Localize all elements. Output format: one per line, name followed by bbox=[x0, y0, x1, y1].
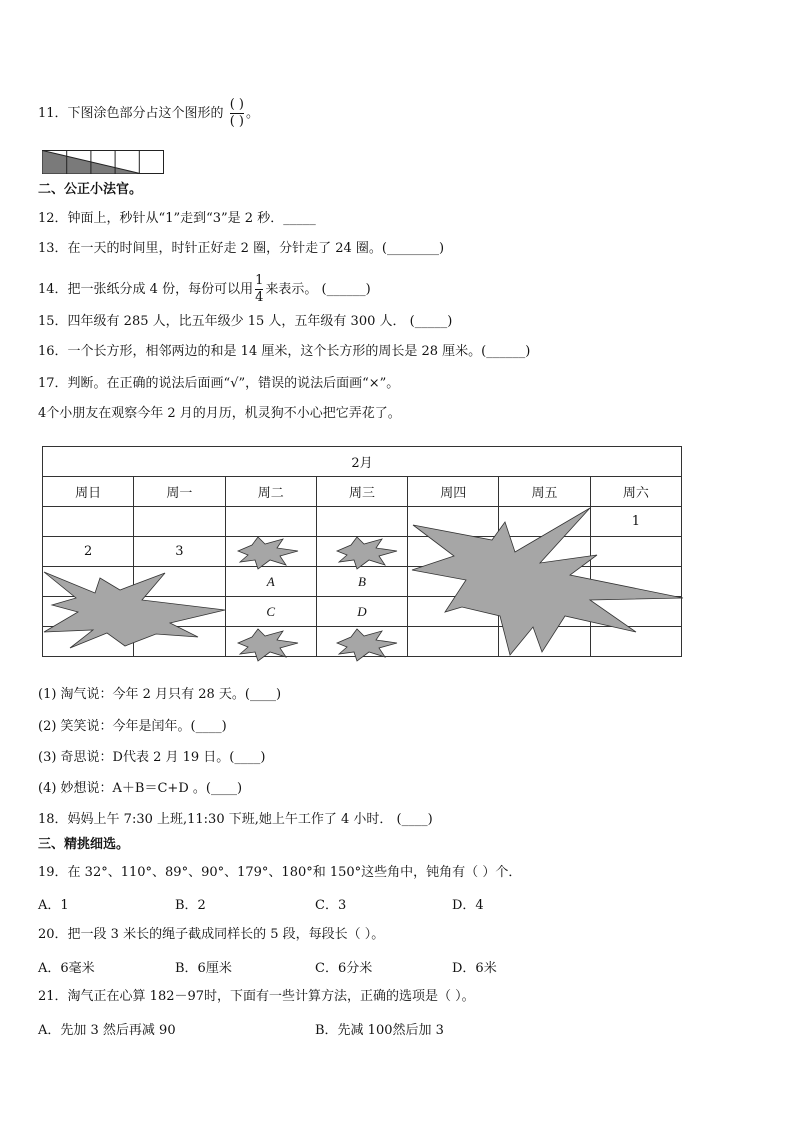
big-splat-right bbox=[412, 508, 683, 655]
sub-question-3: (3) 奇思说：D代表 2 月 19 日。(____) bbox=[38, 750, 266, 765]
calendar-cell-c: C bbox=[225, 597, 316, 627]
day-header: 周五 bbox=[499, 477, 590, 507]
question-11-end: 。 bbox=[245, 106, 259, 121]
question-20: 20．把一段 3 米长的绳子截成同样长的 5 段，每段长（ ）。 bbox=[38, 927, 385, 942]
question-11-text: 11．下图涂色部分占这个图形的 bbox=[38, 106, 224, 121]
question-12: 12．钟面上，秒针从“1”走到“3”是 2 秒．_____ bbox=[38, 211, 316, 226]
calendar-title: 2月 bbox=[43, 447, 682, 477]
q19-option-d[interactable]: D．4 bbox=[452, 898, 484, 913]
sub-question-2: (2) 笑笑说：今年是闰年。(____) bbox=[38, 719, 227, 734]
splat-left bbox=[44, 572, 225, 648]
question-13: 13．在一天的时间里，时针正好走 2 圈，分针走了 24 圈。(________) bbox=[38, 241, 445, 256]
calendar-cell-2: 2 bbox=[43, 537, 134, 567]
calendar-cell-a: A bbox=[225, 567, 316, 597]
small-splat-4 bbox=[337, 629, 397, 661]
question-15: 15．四年级有 285 人，比五年级少 15 人，五年级有 300 人． (_____) bbox=[38, 314, 453, 329]
question-16: 16．一个长方形，相邻两边的和是 14 厘米，这个长方形的周长是 28 厘米。(______) bbox=[38, 344, 531, 359]
small-splat-1 bbox=[238, 537, 298, 569]
fraction-numerator-blank: ( ) bbox=[229, 97, 244, 112]
question-21: 21．淘气正在心算 182－97时，下面有一些计算方法，正确的选项是（ ）。 bbox=[38, 989, 475, 1004]
q19-option-b[interactable]: B．2 bbox=[175, 898, 206, 913]
q20-option-a[interactable]: A．6毫米 bbox=[38, 961, 95, 976]
question-17: 17．判断。在正确的说法后面画“√”，错误的说法后面画“×”。 bbox=[38, 376, 400, 391]
q21-option-b[interactable]: B．先减 100然后加 3 bbox=[315, 1023, 444, 1038]
calendar-cell-1: 1 bbox=[590, 507, 681, 537]
day-header: 周六 bbox=[590, 477, 681, 507]
fraction-denominator: 4 bbox=[255, 290, 264, 305]
q20-option-c[interactable]: C．6分米 bbox=[315, 961, 373, 976]
calendar-cell-3: 3 bbox=[134, 537, 225, 567]
question-19: 19．在 32°、110°、89°、90°、179°、180°和 150°这些角中，钝角有（ ）个． bbox=[38, 865, 522, 880]
question-14-pre: 14．把一张纸分成 4 份，每份可以用 bbox=[38, 282, 254, 297]
small-splat-3 bbox=[238, 629, 298, 661]
sub-question-4: (4) 妙想说：A＋B＝C+D 。(____) bbox=[38, 781, 243, 796]
q20-option-d[interactable]: D．6米 bbox=[452, 961, 497, 976]
q20-option-b[interactable]: B．6厘米 bbox=[175, 961, 232, 976]
fraction-denominator-blank: ( ) bbox=[229, 114, 244, 129]
q19-option-a[interactable]: A．1 bbox=[38, 898, 69, 913]
day-header: 周三 bbox=[316, 477, 407, 507]
q21-option-a[interactable]: A．先加 3 然后再减 90 bbox=[38, 1023, 176, 1038]
q19-option-c[interactable]: C．3 bbox=[315, 898, 347, 913]
section-2-heading: 二、公正小法官。 bbox=[38, 182, 143, 197]
calendar-cell-b: B bbox=[316, 567, 407, 597]
calendar-cell-d: D bbox=[316, 597, 407, 627]
sub-question-1: (1) 淘气说：今年 2 月只有 28 天。(____) bbox=[38, 687, 282, 702]
day-header: 周日 bbox=[43, 477, 134, 507]
small-splat-2 bbox=[337, 537, 397, 569]
question-17-intro: 4个小朋友在观察今年 2 月的月历，机灵狗不小心把它弄花了。 bbox=[38, 406, 401, 421]
section-3-heading: 三、精挑细选。 bbox=[38, 837, 130, 852]
day-header: 周一 bbox=[134, 477, 225, 507]
question-14-post: 来表示。 (______) bbox=[265, 282, 371, 297]
question-18: 18．妈妈上午 7:30 上班,11:30 下班,她上午工作了 4 小时． (____) bbox=[38, 812, 433, 827]
day-header: 周四 bbox=[408, 477, 499, 507]
fraction-numerator: 1 bbox=[255, 273, 264, 288]
day-header: 周二 bbox=[225, 477, 316, 507]
